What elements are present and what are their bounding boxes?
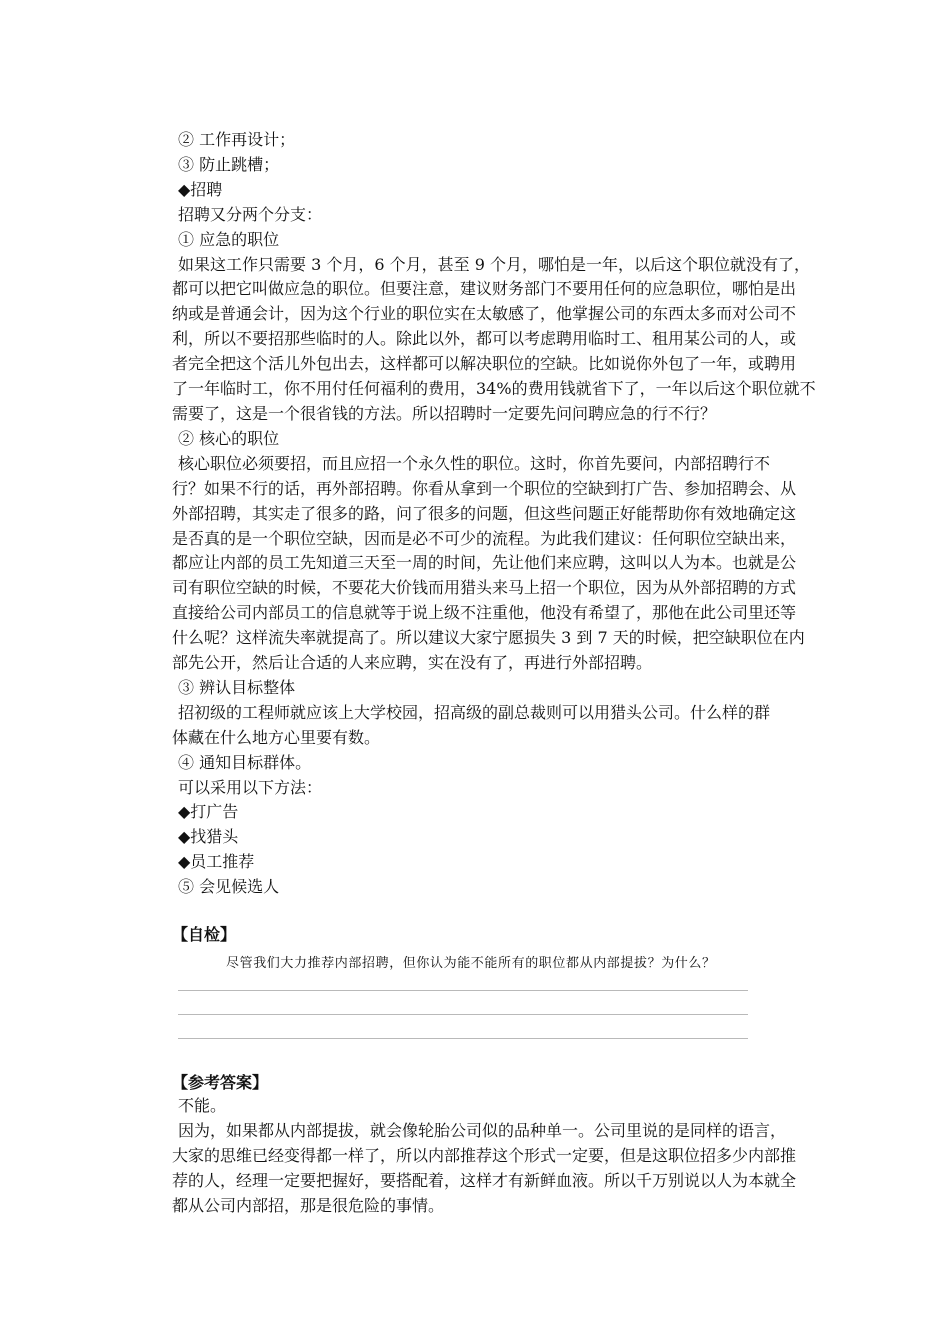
answer-title: 【参考答案】 xyxy=(172,1073,269,1092)
text-line: 直接给公司内部员工的信息就等于说上级不注重他，他没有希望了，那他在此公司里还等 xyxy=(172,603,797,623)
text-line: 行？如果不行的话，再外部招聘。你看从拿到一个职位的空缺到打广告、参加招聘会、从 xyxy=(172,478,797,498)
list-item: ⑤ 会见候选人 xyxy=(178,877,280,897)
selfcheck-question: 尽管我们大力推荐内部招聘，但你认为能不能所有的职位都从内部提拔？为什么？ xyxy=(226,956,716,971)
paragraph-emergency xyxy=(172,253,822,427)
text-line: 如果这工作只需要 3 个月，6 个月，甚至 9 个月，哪怕是一年，以后这个职位就没有了， xyxy=(178,254,810,274)
subheading: ③ 辨认目标整体 xyxy=(178,677,296,697)
text-line: 核心职位必须要招，而且应招一个永久性的职位。这时，你首先要问，内部招聘行不 xyxy=(178,453,771,473)
selfcheck-title: 【自检】 xyxy=(172,925,237,944)
text-line: 大家的思维已经变得都一样了，所以内部推荐这个形式一定要，但是这职位招多少内部推 xyxy=(172,1145,797,1165)
answer-line xyxy=(178,1038,748,1039)
answer-line xyxy=(178,1014,748,1015)
answer-body xyxy=(172,1094,822,1219)
text-line: 因为，如果都从内部提拔，就会像轮胎公司似的品种单一。公司里说的是同样的语言， xyxy=(178,1120,787,1140)
paragraph-core xyxy=(172,452,822,676)
text-line: 需要了，这是一个很省钱的方法。所以招聘时一定要先问问聘应急的行不行？ xyxy=(172,403,717,423)
answer-line xyxy=(178,990,748,991)
list-item: ◆招聘 xyxy=(178,179,223,199)
list-item: ◆打广告 xyxy=(178,802,239,822)
answer-short: 不能。 xyxy=(178,1096,227,1115)
list-item: 可以采用以下方法： xyxy=(178,777,323,797)
list-item: ◆员工推荐 xyxy=(178,852,255,872)
list-item: 招聘又分两个分支： xyxy=(178,204,323,224)
text-line: 纳或是普通会计，因为这个行业的职位实在太敏感了，他掌握公司的东西太多而对公司不 xyxy=(172,304,797,324)
text-line: 利，所以不要招那些临时的人。除此以外，都可以考虑聘用临时工、租用某公司的人，或 xyxy=(172,329,797,349)
text-line: 荐的人，经理一定要把握好，要搭配着，这样才有新鲜血液。所以千万别说以人为本就全 xyxy=(172,1170,797,1190)
text-line: 招初级的工程师就应该上大学校园，招高级的副总裁则可以用猎头公司。什么样的群 xyxy=(178,702,771,722)
paragraph-target xyxy=(172,701,822,751)
subheading: ② 核心的职位 xyxy=(178,428,280,448)
text-line: 体藏在什么地方心里要有数。 xyxy=(172,727,381,747)
list-item: ② 工作再设计； xyxy=(178,130,296,149)
text-line: 者完全把这个活儿外包出去，这样都可以解决职位的空缺。比如说你外包了一年，或聘用 xyxy=(172,354,797,374)
text-line: 外部招聘，其实走了很多的路，问了很多的问题，但这些问题正好能帮助你有效地确定这 xyxy=(172,503,797,523)
text-line: 部先公开，然后让合适的人来应聘，实在没有了，再进行外部招聘。 xyxy=(172,653,653,673)
list-item: ◆找猎头 xyxy=(178,827,239,847)
list-item: ④ 通知目标群体。 xyxy=(178,752,312,772)
list-item: ① 应急的职位 xyxy=(178,229,280,249)
text-line: 是否真的是一个职位空缺，因而是必不可少的流程。为此我们建议：任何职位空缺出来， xyxy=(172,528,797,548)
text-line: 什么呢？这样流失率就提高了。所以建议大家宁愿损失 3 到 7 天的时候，把空缺职位在内 xyxy=(172,628,805,648)
body-text xyxy=(172,128,822,900)
text-line: 都应让内部的员工先知道三天至一周的时间，先让他们来应聘，这叫以人为本。也就是公 xyxy=(172,553,797,573)
text-line: 司有职位空缺的时候，不要花大价钱而用猎头来马上招一个职位，因为从外部招聘的方式 xyxy=(172,578,797,598)
text-line: 了一年临时工，你不用付任何福利的费用，34%的费用钱就省下了，一年以后这个职位就不 xyxy=(172,379,816,399)
text-line: 都从公司内部招，那是很危险的事情。 xyxy=(172,1195,445,1215)
list-item: ③ 防止跳槽； xyxy=(178,154,280,174)
text-line: 都可以把它叫做应急的职位。但要注意，建议财务部门不要用任何的应急职位，哪怕是出 xyxy=(172,279,797,299)
